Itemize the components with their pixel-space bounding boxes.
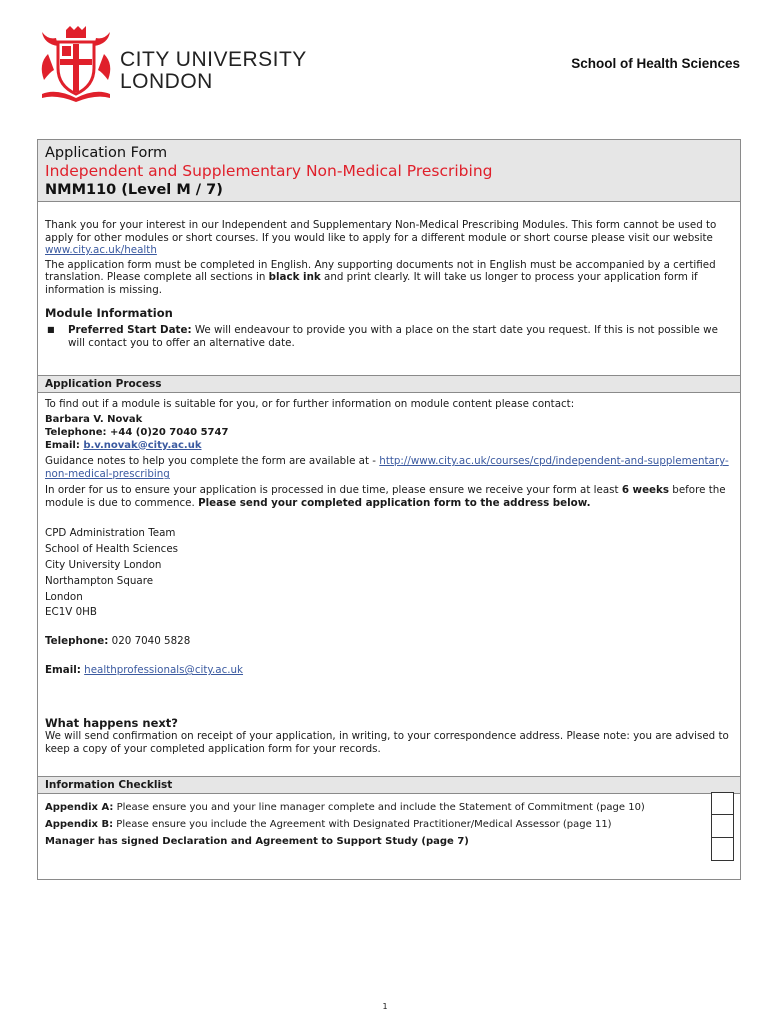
bullet-icon: ■ bbox=[47, 325, 55, 335]
what-next-text: We will send confirmation on receipt of your application, in writing, to your correspondence address. Please note: you are advised to keep a copy of your completed application form for your records. bbox=[45, 730, 729, 756]
information-checklist-heading: Information Checklist bbox=[38, 777, 740, 794]
guidance-paragraph: Guidance notes to help you complete the form are available at - http://www.city.ac.uk/courses/cpd/independent-and-supplementary-non-medical-prescribing bbox=[45, 455, 729, 481]
website-link[interactable]: www.city.ac.uk/health bbox=[45, 244, 157, 257]
address-line: City University London bbox=[45, 558, 162, 571]
contact-email-link[interactable]: b.v.novak@city.ac.uk bbox=[83, 439, 202, 451]
office-telephone: Telephone: 020 7040 5828 bbox=[45, 635, 191, 648]
contact-details: Barbara V. Novak Telephone: +44 (0)20 7040 5747 Email: b.v.novak@city.ac.uk bbox=[45, 414, 733, 452]
checklist-item-manager: Manager has signed Declaration and Agreement to Support Study (page 7) bbox=[45, 836, 469, 847]
intro-section bbox=[38, 202, 740, 376]
form-title-block bbox=[38, 140, 740, 202]
list-item: ■ Preferred Start Date: We will endeavour to provide you with a place on the start date you request. If this is not possible we will contact you to offer an alternative date. bbox=[47, 324, 718, 349]
office-email-link[interactable]: healthprofessionals@city.ac.uk bbox=[84, 664, 244, 677]
postal-address bbox=[45, 526, 733, 621]
deadline-paragraph: In order for us to ensure your application is processed in due time, please ensure we receive your form at least 6 weeks before the module is due to commence. Please send your completed application form to the address below. bbox=[45, 484, 726, 510]
office-email: Email: healthprofessionals@city.ac.uk bbox=[45, 664, 244, 677]
address-line: CPD Administration Team bbox=[45, 527, 176, 540]
university-name bbox=[120, 49, 307, 93]
contact-intro: To find out if a module is suitable for you, or for further information on module content please contact: bbox=[45, 398, 575, 410]
module-info-heading: Module Information bbox=[45, 305, 173, 320]
checkbox-manager-signed[interactable] bbox=[711, 838, 734, 861]
intro-paragraph: Thank you for your interest in our Independent and Supplementary Non-Medical Prescribing Modules. This form cannot be used to apply for other modules or short courses. If you would like to apply for a different module or short course please visit our website www.city.ac.uk/health bbox=[45, 219, 717, 257]
information-checklist bbox=[38, 794, 740, 874]
language-paragraph: The application form must be completed in English. Any supporting documents not in English must be accompanied by a certified translation. Please complete all sections in black ink and print clearly. It will take us longer to process your application form if information is missing. bbox=[45, 258, 716, 296]
application-form bbox=[37, 139, 741, 880]
checklist-item-appendix-b: Appendix B: Please ensure you include the Agreement with Designated Practitioner/Medical Assessor (page 11) bbox=[45, 819, 612, 830]
checkbox-appendix-b[interactable] bbox=[711, 815, 734, 838]
checkbox-appendix-a[interactable] bbox=[711, 792, 734, 815]
university-crest-logo bbox=[36, 24, 116, 102]
guidance-link[interactable]: http://www.city.ac.uk/courses/cpd/independent-and-supplementary-non-medical-prescribing bbox=[45, 455, 729, 481]
what-next-heading: What happens next? bbox=[45, 716, 178, 731]
address-line: Northampton Square bbox=[45, 574, 154, 587]
address-line: EC1V 0HB bbox=[45, 606, 97, 619]
application-process-heading: Application Process bbox=[38, 376, 740, 393]
address-line: London bbox=[45, 590, 83, 603]
address-line: School of Health Sciences bbox=[45, 543, 179, 556]
application-process-section bbox=[38, 393, 740, 777]
checklist-item-appendix-a: Appendix A: Please ensure you and your line manager complete and include the Statement of Commitment (page 10) bbox=[45, 802, 645, 813]
checkbox-column bbox=[711, 792, 734, 861]
contact-name: Barbara V. Novak bbox=[45, 414, 143, 425]
module-code: NMM110 (Level M / 7) bbox=[45, 182, 223, 198]
page-number: 1 bbox=[382, 1002, 388, 1011]
university-name-line2: LONDON bbox=[120, 70, 213, 93]
university-name-line1: CITY UNIVERSITY bbox=[120, 48, 307, 71]
form-title: Application Form bbox=[45, 145, 168, 161]
school-name: School of Health Sciences bbox=[571, 56, 740, 71]
form-subtitle: Independent and Supplementary Non-Medical Prescribing bbox=[45, 162, 493, 180]
contact-phone: Telephone: +44 (0)20 7040 5747 bbox=[45, 426, 229, 438]
